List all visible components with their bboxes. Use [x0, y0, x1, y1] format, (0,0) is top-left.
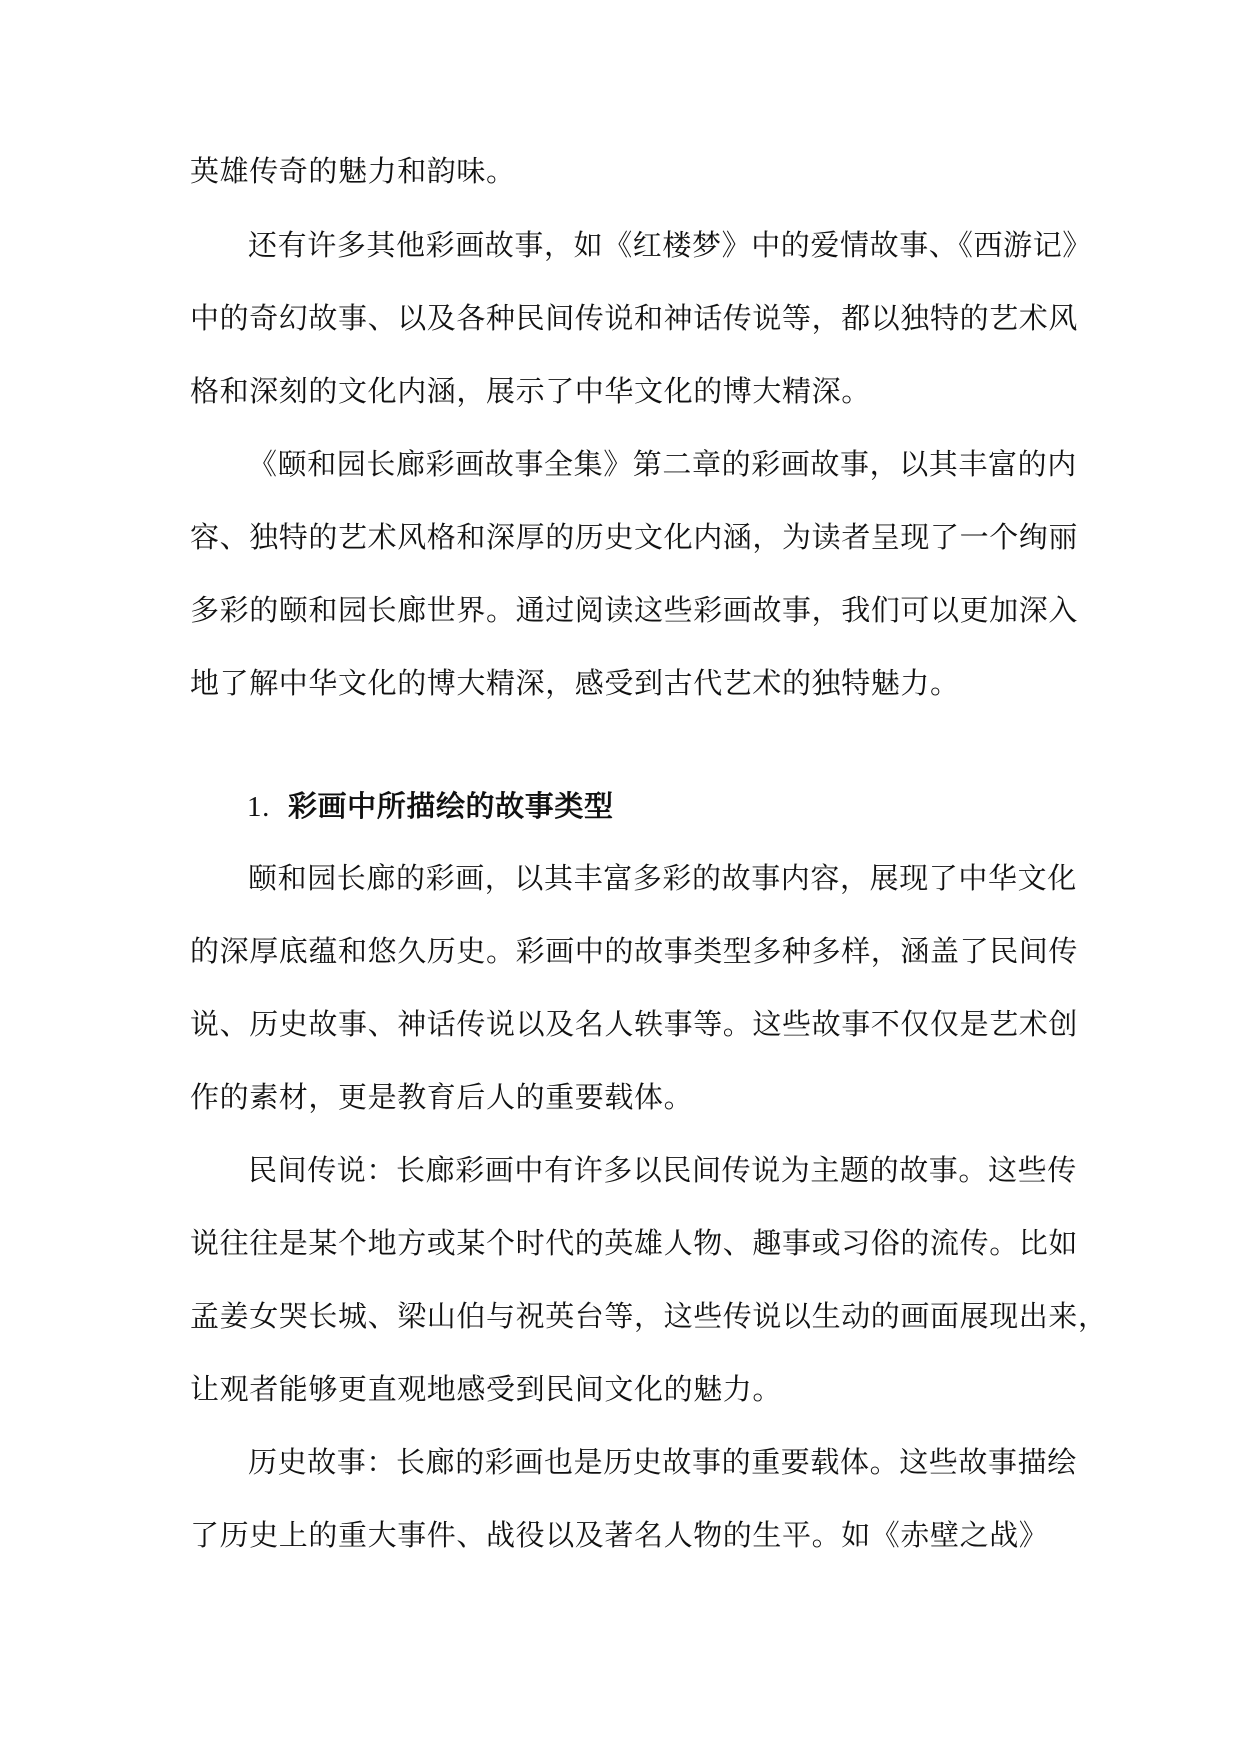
text-line: 多彩的颐和园长廊世界。通过阅读这些彩画故事，我们可以更加深入: [190, 593, 1079, 627]
text-line: 还有许多其他彩画故事，如《红楼梦》中的爱情故事、《西游记》: [248, 228, 1092, 262]
text-line: 容、独特的艺术风格和深厚的历史文化内涵，为读者呈现了一个绚丽: [190, 520, 1079, 554]
text-line: 颐和园长廊的彩画，以其丰富多彩的故事内容，展现了中华文化: [248, 861, 1077, 895]
text-line: 说、历史故事、神话传说以及名人轶事等。这些故事不仅仅是艺术创: [190, 1007, 1079, 1041]
section-heading: [247, 771, 614, 842]
text-line: 孟姜女哭长城、梁山伯与祝英台等，这些传说以生动的画面展现出来，: [190, 1299, 1108, 1333]
text-line: 中的奇幻故事、以及各种民间传说和神话传说等，都以独特的艺术风: [190, 301, 1079, 335]
paragraphs-intro: [190, 209, 1092, 720]
text-line: 《颐和园长廊彩画故事全集》第二章的彩画故事，以其丰富的内: [248, 447, 1077, 481]
section-number: 1.: [247, 791, 270, 823]
text-line: 了历史上的重大事件、战役以及著名人物的生平。如《赤壁之战》: [190, 1518, 1049, 1552]
text-line: 作的素材，更是教育后人的重要载体。: [190, 1080, 694, 1114]
text-line: 说往往是某个地方或某个时代的英雄人物、趣事或习俗的流传。比如: [190, 1226, 1079, 1260]
text-line: 格和深刻的文化内涵，展示了中华文化的博大精深。: [190, 374, 871, 408]
text-line: 让观者能够更直观地感受到民间文化的魅力。: [190, 1372, 783, 1406]
paragraph-continuation: [190, 135, 1052, 208]
section-title: 彩画中所描绘的故事类型: [287, 789, 614, 823]
text-line: 地了解中华文化的博大精深，感受到古代艺术的独特魅力。: [190, 666, 960, 700]
paragraphs-section-1: [190, 842, 1108, 1572]
text-line: 民间传说：长廊彩画中有许多以民间传说为主题的故事。这些传: [248, 1153, 1077, 1187]
text-line: 的深厚底蕴和悠久历史。彩画中的故事类型多种多样，涵盖了民间传: [190, 934, 1079, 968]
text-line: 历史故事：长廊的彩画也是历史故事的重要载体。这些故事描绘: [248, 1445, 1077, 1479]
text-line: 英雄传奇的魅力和韵味。: [190, 154, 516, 188]
